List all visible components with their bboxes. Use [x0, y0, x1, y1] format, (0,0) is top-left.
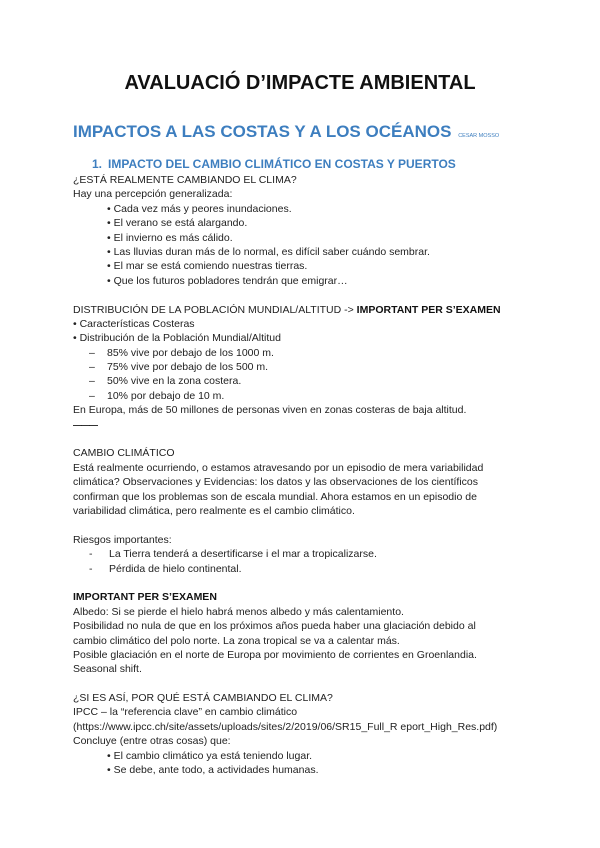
list-item: • Se debe, ante todo, a actividades humanas.	[107, 764, 319, 777]
paragraph-line: cambio climático del polo norte. La zona tropical se va a calentar más.	[73, 634, 400, 647]
sub-list-item	[73, 374, 533, 388]
section-heading-text: IMPACTOS A LAS COSTAS Y A LOS OCÉANOS	[73, 122, 452, 141]
question-line: ¿ESTÁ REALMENTE CAMBIANDO EL CLIMA?	[73, 174, 297, 186]
reference-url: (https://www.ipcc.ch/site/assets/uploads/sites/2/2019/06/SR15_Full_R eport_High_Res.pdf)	[73, 720, 498, 733]
list-item: • El cambio climático ya está teniendo lugar.	[107, 749, 313, 762]
separator: ———	[73, 419, 97, 430]
sub-list-text: 50% vive en la zona costera.	[107, 375, 242, 388]
risk-text: Pérdida de hielo continental.	[109, 562, 242, 575]
sub-list-text: 85% vive por debajo de los 1000 m.	[107, 346, 274, 359]
europe-line: En Europa, más de 50 millones de personas viven en zonas costeras de baja altitud.	[73, 404, 467, 417]
author-label: CESAR MOSSO	[458, 133, 500, 139]
distribution-heading	[73, 303, 533, 317]
list-item: • El mar se está comiendo nuestras tierras.	[107, 260, 308, 273]
risks-heading: Riesgos importantes:	[73, 533, 172, 546]
paragraph-line: Posibilidad no nula de que en los próximos años pueda haber una glaciación debido al	[73, 620, 476, 633]
list-item: • El invierno es más cálido.	[107, 231, 233, 244]
list-item: • El verano se está alargando.	[107, 217, 248, 230]
sub-list-item	[73, 389, 533, 403]
paragraph-line: Seasonal shift.	[73, 663, 142, 676]
exam-note: IMPORTANT PER S’EXAMEN	[356, 303, 501, 316]
subsection-number: 1.	[92, 157, 103, 171]
risk-item	[73, 547, 533, 561]
dash-mark: –	[89, 346, 95, 359]
paragraph-line: Está realmente ocurriendo, o estamos atravesando por un episodio de mera variabilidad	[73, 461, 484, 474]
intro-line: Hay una percepción generalizada:	[73, 188, 233, 201]
list-item: • Que los futuros pobladores tendrán que emigrar…	[107, 274, 348, 287]
paragraph-line: Posible glaciación en el norte de Europa por movimiento de corrientes en Groenlandia.	[73, 648, 477, 661]
conclusion-intro: Concluye (entre otras cosas) que:	[73, 735, 231, 748]
risk-text: La Tierra tenderá a desertificarse i el mar a tropicalizarse.	[109, 548, 377, 561]
spacer	[73, 288, 533, 302]
paragraph-line: variabilidad climática, pero realmente es el cambio climático.	[73, 504, 355, 517]
document-body	[73, 173, 533, 777]
distribution-heading-text: DISTRIBUCIÓN DE LA POBLACIÓN MUNDIAL/ALTITUD ->	[73, 303, 357, 316]
sub-list-item	[73, 360, 533, 374]
question-line: ¿SI ES ASÍ, POR QUÉ ESTÁ CAMBIANDO EL CLIMA?	[73, 692, 333, 705]
ipcc-line: IPCC – la “referencia clave” en cambio climático	[73, 706, 298, 719]
dash-mark: -	[89, 562, 93, 575]
dash-mark: -	[89, 548, 93, 561]
list-item: • Distribución de la Población Mundial/Altitud	[73, 332, 281, 345]
spacer	[73, 576, 533, 590]
dash-mark: –	[89, 361, 95, 374]
paragraph-line: confirman que los problemas son de escala mundial. Ahora estamos en un episodio de	[73, 490, 477, 503]
spacer	[73, 518, 533, 532]
climate-change-heading: CAMBIO CLIMÁTICO	[73, 447, 175, 460]
list-item: • Las lluvias duran más de lo normal, es difícil saber cuándo sembrar.	[107, 245, 430, 258]
exam-heading: IMPORTANT PER S’EXAMEN	[73, 591, 217, 604]
spacer	[73, 677, 533, 691]
spacer	[73, 432, 533, 446]
sub-list-text: 10% por debajo de 10 m.	[107, 389, 225, 402]
section-heading	[73, 122, 499, 142]
paragraph-line: climática? Observaciones y Evidencias: los datos y las observaciones de los científicos	[73, 476, 479, 489]
document-title: AVALUACIÓ D’IMPACTE AMBIENTAL	[124, 72, 476, 94]
sub-list-item	[73, 346, 533, 360]
subsection-heading	[92, 157, 456, 171]
dash-mark: –	[89, 375, 95, 388]
subsection-title: IMPACTO DEL CAMBIO CLIMÁTICO EN COSTAS Y PUERTOS	[108, 157, 456, 171]
paragraph-line: Albedo: Si se pierde el hielo habrá menos albedo y más calentamiento.	[73, 605, 404, 618]
risk-item	[73, 562, 533, 576]
list-item: • Cada vez más y peores inundaciones.	[107, 202, 292, 215]
list-item: • Características Costeras	[73, 317, 195, 330]
dash-mark: –	[89, 389, 95, 402]
sub-list-text: 75% vive por debajo de los 500 m.	[107, 361, 269, 374]
